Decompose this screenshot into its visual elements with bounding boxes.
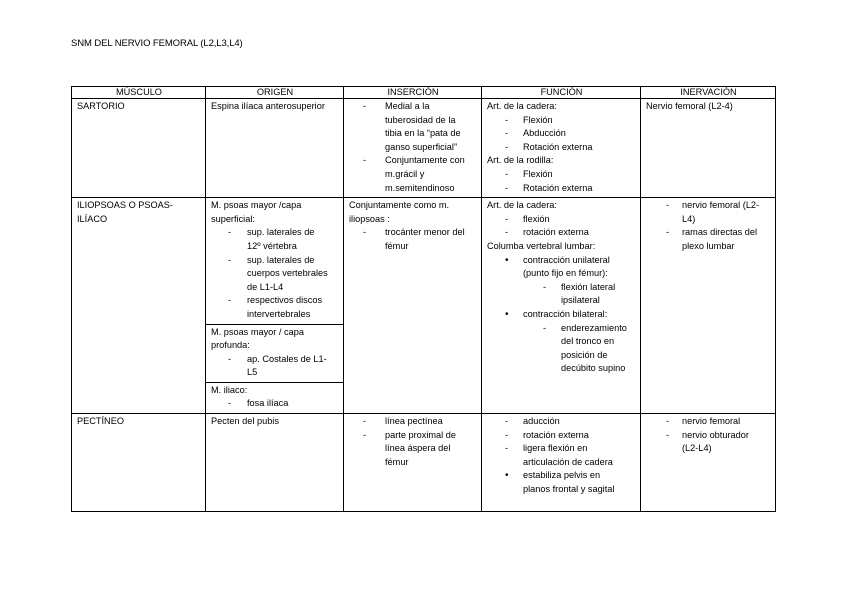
list-item: - nervio femoral bbox=[666, 416, 741, 427]
list-item: - ap. Costales de L1- L5 bbox=[228, 353, 327, 378]
list-item: - Medial a la tuberosidad de la tibia en la “pata de ganso superficial” bbox=[363, 101, 461, 152]
insertion-cell: Conjuntamente como m. iliopsoas : - trocánter menor del fémur bbox=[344, 198, 482, 414]
origin-block: M. psoas mayor / capa profunda: - ap. Costales de L1- L5 bbox=[206, 324, 343, 382]
insertion-cell bbox=[344, 99, 482, 198]
list-item: - rotación externa bbox=[505, 429, 589, 440]
insertion-cell bbox=[344, 414, 482, 512]
table-row bbox=[72, 414, 776, 512]
list-item: - ramas directas del plexo lumbar bbox=[666, 227, 758, 251]
list-item: • contracción unilateral (punto fijo en fémur): bbox=[505, 254, 610, 279]
list-item: - enderezamiento del tronco en posición de decúbito supino bbox=[543, 322, 627, 374]
header-musculo: MÚSCULO bbox=[72, 87, 206, 99]
list-item: - sup. laterales de 12º vértebra bbox=[228, 227, 315, 251]
list-item: • contracción bilateral: bbox=[505, 308, 608, 320]
origin-cell: Espina ilíaca anterosuperior bbox=[206, 99, 344, 198]
muscle-table bbox=[71, 86, 776, 512]
list-item: - flexión bbox=[505, 213, 550, 224]
list-item: - rotación externa bbox=[505, 227, 589, 238]
function-cell bbox=[482, 414, 641, 512]
origin-block: M. iliaco: - fosa ilíaca bbox=[206, 382, 343, 413]
origin-block: M. psoas mayor /capa superficial: - sup. laterales de 12º vértebra - sup. laterales de cuerpos vertebrales de L1-L4 - respectivos discos intervertebrales bbox=[206, 198, 343, 323]
list-item: - nervio obturador (L2-L4) bbox=[666, 429, 749, 454]
function-cell: Art. de la cadera: - flexión - rotación externa Columba vertebral lumbar: • contracción unilateral (punto fijo en fémur): - flexión lateral ipsilateral • contracción bilateral: - enderezamiento del tronco en posición de decúbito supino bbox=[482, 198, 641, 414]
list-item: - Flexión bbox=[505, 114, 553, 125]
table-row bbox=[72, 198, 776, 414]
list-item: - fosa ilíaca bbox=[228, 398, 289, 409]
list-item: - Abducción bbox=[505, 128, 566, 139]
document-title: SNM DEL NERVIO FEMORAL (L2,L3,L4) bbox=[71, 38, 243, 49]
origin-cell bbox=[206, 198, 344, 414]
header-funcion: FUNCIÓN bbox=[482, 87, 641, 99]
function-cell: Art. de la cadera: - Flexión - Abducción - Rotación externa Art. de la rodilla: - Flexión - Rotación externa bbox=[482, 99, 641, 198]
list-item: - Flexión bbox=[505, 168, 553, 179]
list-item: - Conjuntamente con m.grácil y m.semitendinoso bbox=[363, 155, 465, 193]
list-item: - línea pectínea bbox=[363, 416, 443, 427]
list-item: - Rotación externa bbox=[505, 182, 593, 193]
origin-cell: Pecten del pubis bbox=[206, 414, 344, 512]
table-header-row bbox=[72, 87, 776, 99]
header-insercion: INSERCIÓN bbox=[344, 87, 482, 99]
list-item: - flexión lateral ipsilateral bbox=[543, 281, 616, 306]
innervation-cell: Nervio femoral (L2-4) bbox=[641, 99, 776, 198]
list-item: • estabiliza pelvis en planos frontal y sagital bbox=[505, 470, 615, 495]
list-item: - nervio femoral (L2- L4) bbox=[666, 200, 760, 224]
header-inervacion: INERVACIÓN bbox=[641, 87, 776, 99]
list-item: - parte proximal de línea áspera del fémur bbox=[363, 429, 456, 467]
table-row bbox=[72, 99, 776, 198]
list-item: - trocánter menor del fémur bbox=[363, 227, 465, 251]
list-item: - respectivos discos intervertebrales bbox=[228, 295, 323, 319]
list-item: - sup. laterales de cuerpos vertebrales de L1-L4 bbox=[228, 254, 328, 292]
muscle-cell: PECTÍNEO bbox=[72, 414, 206, 512]
list-item: - Rotación externa bbox=[505, 141, 593, 152]
list-item: - ligera flexión en articulación de cadera bbox=[505, 443, 613, 467]
muscle-cell: SARTORIO bbox=[72, 99, 206, 198]
muscle-cell: ILIOPSOAS O PSOAS- ILÍACO bbox=[72, 198, 206, 414]
innervation-cell bbox=[641, 198, 776, 414]
innervation-cell bbox=[641, 414, 776, 512]
list-item: - aducción bbox=[505, 416, 560, 427]
header-origen: ORIGEN bbox=[206, 87, 344, 99]
